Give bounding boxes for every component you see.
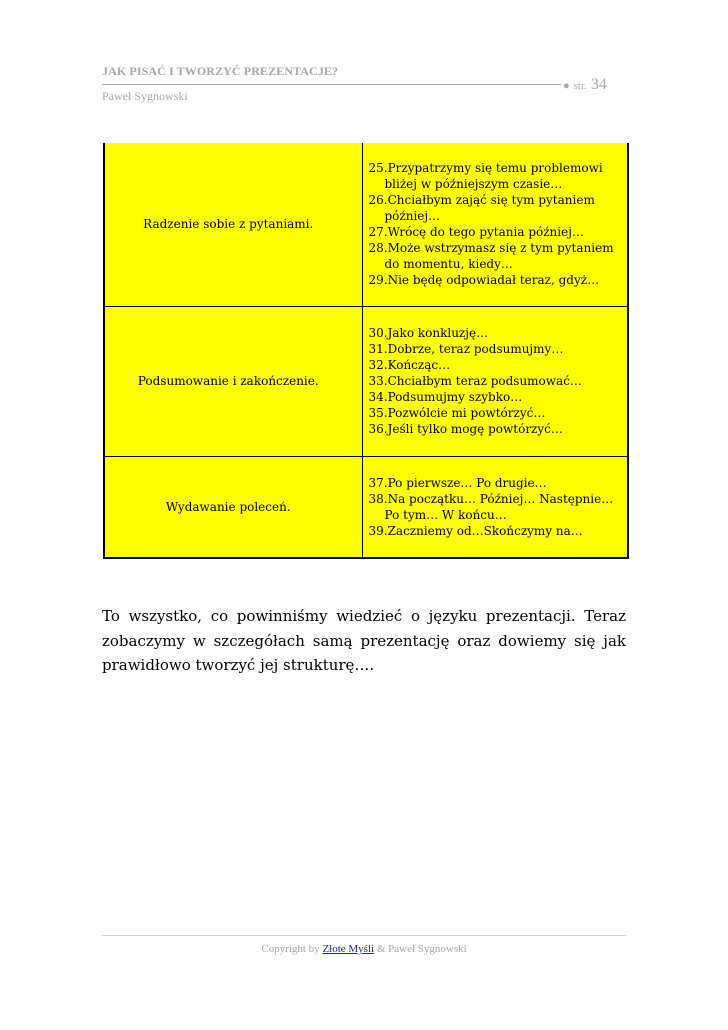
row-label: Wydawanie poleceń. bbox=[104, 456, 362, 558]
phrase-list bbox=[363, 160, 628, 288]
table-row bbox=[104, 306, 628, 456]
list-item: 32.Kończąc… bbox=[368, 358, 451, 372]
row-label: Radzenie sobie z pytaniami. bbox=[104, 143, 362, 306]
page-number-value: 34 bbox=[590, 76, 607, 93]
list-item: 33.Chciałbym teraz podsumować… bbox=[368, 374, 582, 388]
bullet-icon: ● bbox=[563, 80, 570, 92]
header-divider bbox=[102, 84, 561, 85]
page-header bbox=[102, 64, 626, 103]
list-item: 28.Może wstrzymasz się z tym pytaniem do momentu, kiedy… bbox=[368, 241, 614, 272]
row-label: Podsumowanie i zakończenie. bbox=[104, 306, 362, 456]
phrase-list bbox=[363, 325, 628, 437]
list-item: 37.Po pierwsze… Po drugie… bbox=[368, 475, 547, 490]
document-author: Paweł Sygnowski bbox=[102, 89, 188, 103]
list-item: 30.Jako konkluzję… bbox=[368, 326, 489, 340]
list-item: 39.Zaczniemy od…Skończymy na… bbox=[368, 523, 583, 538]
publisher-link[interactable]: Złote Myśli bbox=[322, 943, 375, 955]
phrase-list bbox=[363, 475, 628, 539]
list-item: 36.Jeśli tylko mogę powtórzyć… bbox=[368, 422, 563, 436]
table-row bbox=[104, 143, 628, 306]
table-row bbox=[104, 456, 628, 558]
list-item: 26.Chciałbym zająć się tym pytaniem później… bbox=[368, 193, 595, 224]
document-title: JAK PISAĆ I TWORZYĆ PREZENTACJE? bbox=[102, 64, 339, 78]
copyright-suffix: & Paweł Sygnowski bbox=[376, 943, 467, 955]
footer-divider bbox=[102, 935, 626, 936]
list-item: 38.Na początku… Później… Następnie… Po tym… W końcu… bbox=[368, 491, 614, 522]
list-item: 31.Dobrze, teraz podsumujmy… bbox=[368, 342, 564, 356]
page-footer bbox=[0, 943, 728, 955]
list-item: 35.Pozwólcie mi powtórzyć… bbox=[368, 406, 546, 420]
row-items-cell bbox=[362, 143, 628, 306]
list-item: 34.Podsumujmy szybko… bbox=[368, 390, 523, 404]
list-item: 25.Przypatrzymy się temu problemowi bliżej w późniejszym czasie… bbox=[368, 161, 603, 192]
body-paragraph: To wszystko, co powinniśmy wiedzieć o języku prezentacji. Teraz zobaczymy w szczegółach samą prezentację oraz dowiemy się jak prawidłowo tworzyć jej strukturę…. bbox=[102, 607, 626, 674]
copyright-prefix: Copyright by bbox=[261, 943, 320, 955]
list-item: 29.Nie będę odpowiadał teraz, gdyż… bbox=[368, 273, 600, 288]
page-number bbox=[563, 76, 607, 94]
phrases-table bbox=[103, 143, 629, 559]
page-prefix: str. bbox=[573, 80, 587, 92]
row-items-cell bbox=[362, 456, 628, 558]
row-items-cell bbox=[362, 306, 628, 456]
list-item: 27.Wrócę do tego pytania później… bbox=[368, 225, 584, 240]
